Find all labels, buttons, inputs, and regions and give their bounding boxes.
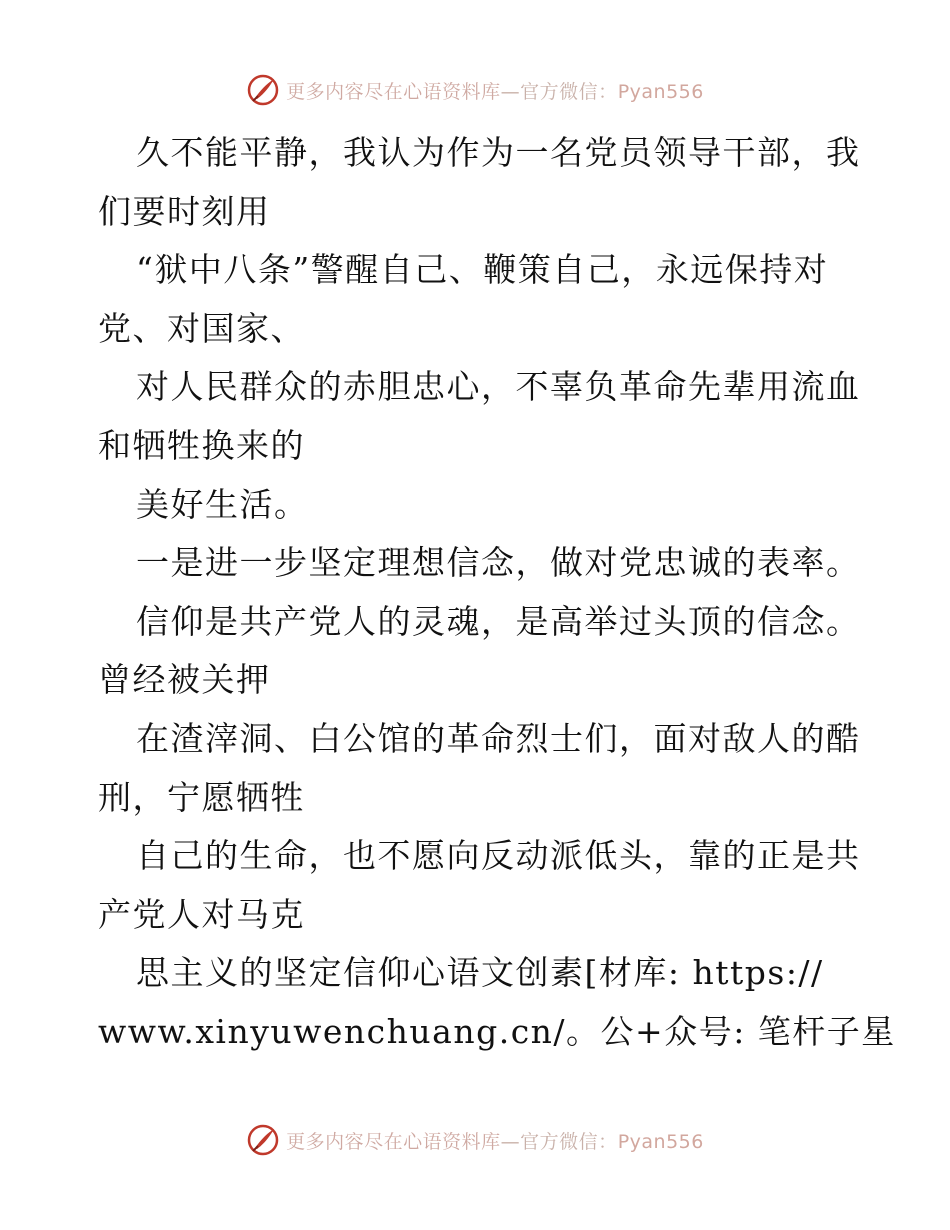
watermark-dash: — bbox=[500, 80, 521, 103]
paragraph-line: 们要时刻用 bbox=[98, 191, 271, 231]
paragraph-line: 对人民群众的赤胆忠心，不辜负革命先辈用流血 bbox=[136, 367, 861, 407]
paragraph-line: 久不能平静，我认为作为一名党员领导干部，我 bbox=[136, 133, 861, 172]
paragraph-line: 在渣滓洞、白公馆的革命烈士们，面对敌人的酷 bbox=[136, 718, 861, 758]
watermark-dash: — bbox=[500, 1130, 521, 1153]
footer-watermark bbox=[0, 1120, 950, 1160]
watermark-text bbox=[286, 1127, 704, 1154]
paragraph-line: 刑，宁愿牺牲 bbox=[98, 777, 305, 817]
paragraph-line: www.xinyuwenchuang.cn/。公+众号: 笔杆子星 bbox=[98, 1011, 896, 1051]
watermark-official-label: 官方微信： bbox=[520, 1130, 618, 1153]
paragraph-line: 信仰是共产党人的灵魂，是高举过头顶的信念。 bbox=[136, 601, 861, 641]
watermark-wechat-id: Pyan556 bbox=[617, 1130, 704, 1153]
watermark-text bbox=[286, 77, 704, 104]
paragraph-line: 自己的生命，也不愿向反动派低头，靠的正是共 bbox=[136, 836, 861, 876]
paragraph-line: 一是进一步坚定理想信念，做对党忠诚的表率。 bbox=[136, 543, 861, 583]
paragraph-line: 产党人对马克 bbox=[98, 894, 305, 934]
header-watermark bbox=[0, 70, 950, 110]
feather-pen-circle-icon bbox=[246, 1123, 280, 1157]
paragraph-line: 曾经被关押 bbox=[98, 660, 271, 700]
paragraph-line: 和牺牲换来的 bbox=[98, 425, 305, 465]
feather-pen-circle-icon bbox=[246, 73, 280, 107]
paragraph-line: 思主义的坚定信仰心语文创素[材库: https:// bbox=[136, 953, 824, 993]
paragraph-line: 党、对国家、 bbox=[98, 308, 305, 348]
document-body bbox=[98, 124, 896, 1062]
watermark-official-label: 官方微信： bbox=[520, 80, 618, 103]
paragraph-line: “狱中八条”警醒自己、鞭策自己，永远保持对 bbox=[136, 250, 829, 290]
watermark-main-text: 更多内容尽在心语资料库 bbox=[286, 1130, 501, 1153]
watermark-wechat-id: Pyan556 bbox=[617, 80, 704, 103]
watermark-main-text: 更多内容尽在心语资料库 bbox=[286, 80, 501, 103]
paragraph-line: 美好生活。 bbox=[136, 484, 309, 524]
